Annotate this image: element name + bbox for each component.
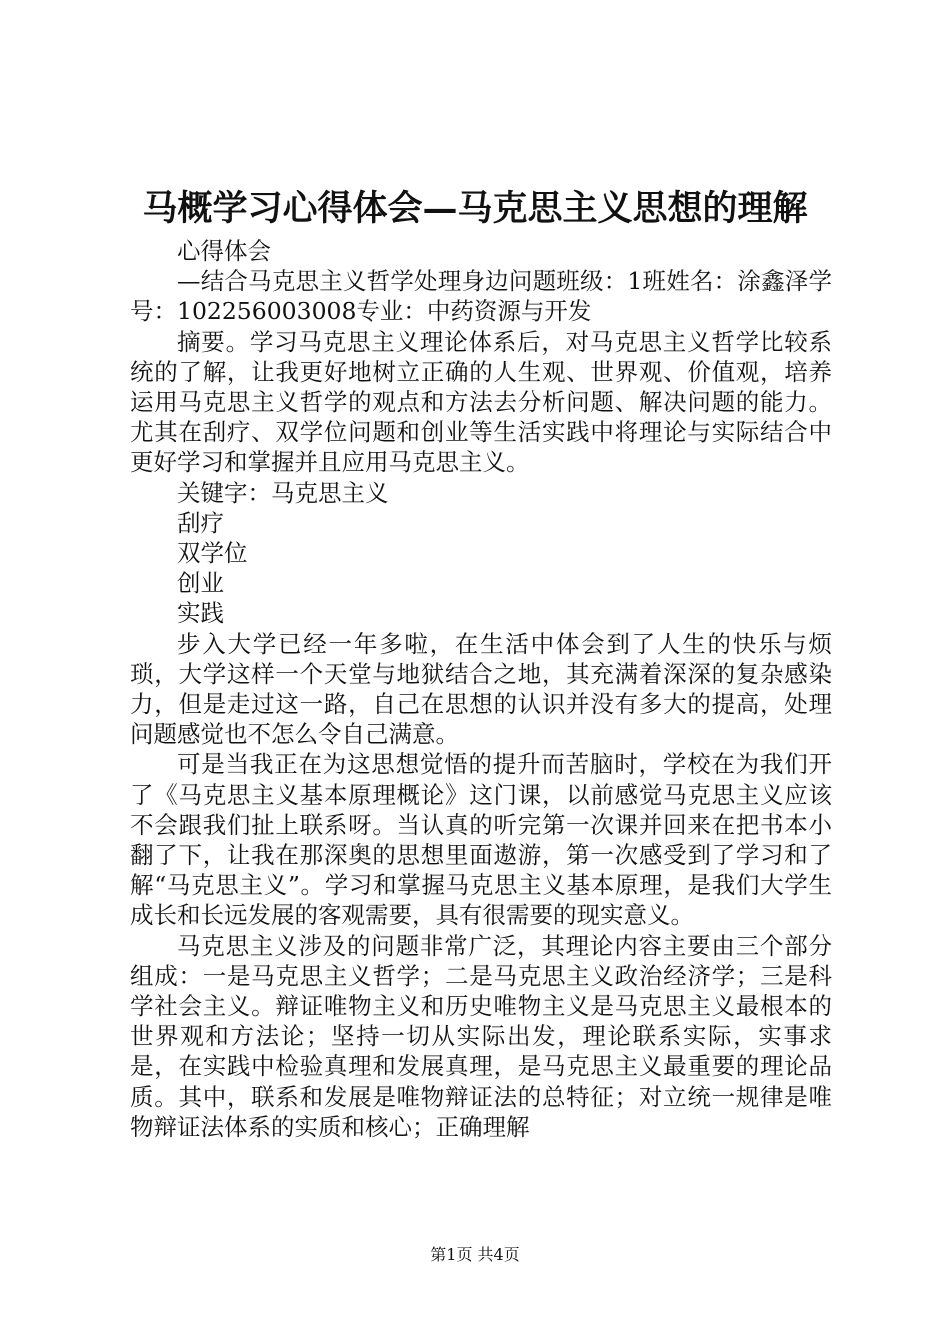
paragraph-keyword-item: 创业 xyxy=(177,569,224,598)
paragraph-heading: 心得体会 xyxy=(177,237,271,265)
paragraph-abstract: 摘要。学习马克思主义理论体系后，对马克思主义哲学比较系统的了解，让我更好地树立正确的人生观、世界观、价值观，培养运用马克思主义哲学的观点和方法去分析问题、解决问题的能力。尤其在刮疗、双学位问题和创业等生活实践中将理论与实际结合中更好学习和掌握并且应用马克思主义。 xyxy=(130,327,832,477)
paragraph-subtitle: —结合马克思主义哲学处理身边问题班级：1班姓名：涂鑫泽学号：102256003008专业：中药资源与开发 xyxy=(130,267,832,326)
paragraph-keyword-item: 刮疗 xyxy=(177,508,224,537)
paragraph-body: 可是当我正在为这思想觉悟的提升而苦脑时，学校在为我们开了《马克思主义基本原理概论》这门课，以前感觉马克思主义应该不会跟我们扯上联系呀。当认真的听完第一次课并回来在把书本小翻了下，让我在那深奥的思想里面遨游，第一次感受到了学习和了解“马克思主义”。学习和掌握马克思主义基本原理，是我们大学生成长和长远发展的客观需要，具有很需要的现实意义。 xyxy=(130,750,832,930)
paragraph-body: 马克思主义涉及的问题非常广泛，其理论内容主要由三个部分组成：一是马克思主义哲学；二是马克思主义政治经济学；三是科学社会主义。辩证唯物主义和历史唯物主义是马克思主义最根本的世界观和方法论；坚持一切从实际出发，理论联系实际，实事求是，在实践中检验真理和发展真理，是马克思主义最重要的理论品质。其中，联系和发展是唯物辩证法的总特征；对立统一规律是唯物辩证法体系的实质和核心；正确理解 xyxy=(130,931,832,1141)
document-body xyxy=(130,236,832,1142)
paragraph-body: 步入大学已经一年多啦，在生活中体会到了人生的快乐与烦琐，大学这样一个天堂与地狱结合之地，其充满着深深的复杂感染力，但是走过这一路，自己在思想的认识并没有多大的提高，处理问题感觉也不怎么令自己满意。 xyxy=(130,629,832,749)
page-title: 马概学习心得体会—马克思主义思想的理解 xyxy=(142,188,808,229)
paragraph-keyword-item: 双学位 xyxy=(177,539,248,568)
page-footer: 第1页 共4页 xyxy=(430,1245,520,1264)
paragraph-keyword-item: 实践 xyxy=(177,599,224,628)
paragraph-keywords: 关键字：马克思主义 xyxy=(177,478,389,507)
